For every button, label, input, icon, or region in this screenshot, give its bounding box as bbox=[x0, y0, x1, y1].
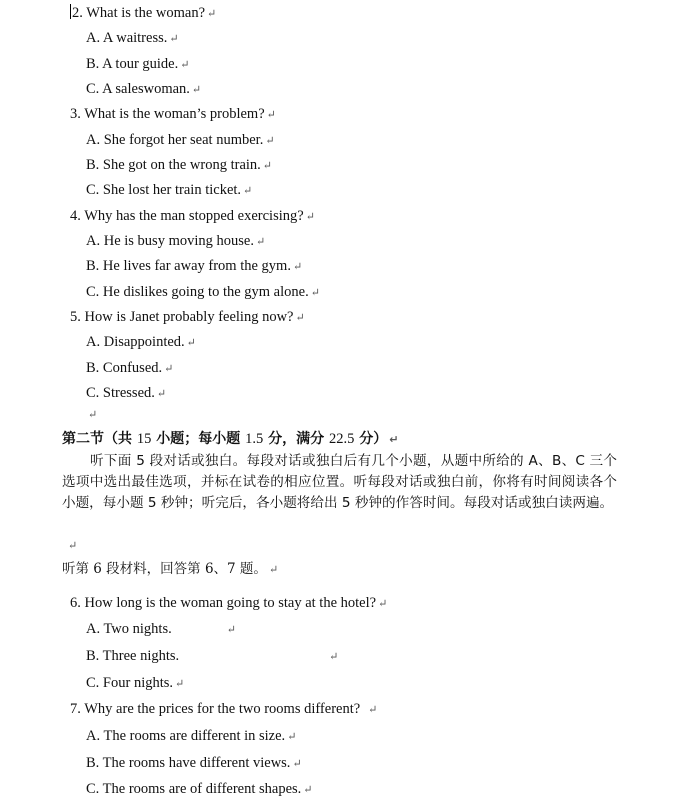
question-2-text: 2. What is the woman? bbox=[72, 5, 206, 21]
empty-paragraph: ↵ bbox=[68, 540, 78, 552]
listen-prompt: 听第 6 段材料，回答第 6、7 题。 ↵ bbox=[62, 561, 279, 577]
q7-option-c: C. The rooms are of different shapes. ↵ bbox=[86, 781, 313, 797]
q4-option-a: A. He is busy moving house. ↵ bbox=[86, 233, 266, 249]
q3-option-c: C. She lost her train ticket. ↵ bbox=[86, 182, 253, 198]
q3-option-a: A. She forgot her seat number. ↵ bbox=[86, 132, 275, 148]
q2-option-c: C. A saleswoman. ↵ bbox=[86, 81, 202, 97]
text-cursor bbox=[70, 4, 71, 19]
q6-option-a: A. Two nights. ↵ bbox=[86, 621, 236, 637]
q3-option-b: B. She got on the wrong train. ↵ bbox=[86, 157, 273, 173]
question-6: 6. How long is the woman going to stay at the hotel? ↵ bbox=[70, 595, 388, 611]
q2-option-b: B. A tour guide. ↵ bbox=[86, 56, 190, 72]
q4-option-c: C. He dislikes going to the gym alone. ↵ bbox=[86, 284, 320, 300]
q5-option-b: B. Confused. ↵ bbox=[86, 360, 174, 376]
question-3: 3. What is the woman’s problem? ↵ bbox=[70, 106, 276, 122]
question-5: 5. How is Janet probably feeling now? ↵ bbox=[70, 309, 305, 325]
q4-option-b: B. He lives far away from the gym. ↵ bbox=[86, 258, 303, 274]
q7-option-b: B. The rooms have different views. ↵ bbox=[86, 755, 302, 771]
q6-option-c: C. Four nights. ↵ bbox=[86, 675, 185, 691]
q5-option-a: A. Disappointed. ↵ bbox=[86, 334, 196, 350]
question-2 bbox=[70, 4, 216, 23]
q7-option-a: A. The rooms are different in size. ↵ bbox=[86, 728, 297, 744]
q6-option-b: B. Three nights. ↵ bbox=[86, 648, 339, 664]
empty-paragraph: ↵ bbox=[88, 409, 98, 421]
section-2-instructions: 听下面 5 段对话或独白。每段对话或独白后有几个小题，从题中所给的 A、B、C 三个选项中选出最佳选项，并标在试卷的相应位置。听每段对话或独白前，你将有时间阅读各个小题，每小题 5 秒钟；听完后，各小题将给出 5 秒钟的作答时间。每段对话或独白读两遍。 bbox=[62, 453, 617, 511]
q5-option-c: C. Stressed. ↵ bbox=[86, 385, 167, 401]
paragraph-mark: ↵ bbox=[207, 8, 217, 20]
question-4: 4. Why has the man stopped exercising? ↵ bbox=[70, 208, 315, 224]
question-7: 7. Why are the prices for the two rooms different? ↵ bbox=[70, 701, 378, 717]
q2-option-a: A. A waitress. ↵ bbox=[86, 30, 179, 46]
section-2-title: 第二节（共 15 小题；每小题 1.5 分，满分 22.5 分） ↵ bbox=[62, 431, 399, 447]
